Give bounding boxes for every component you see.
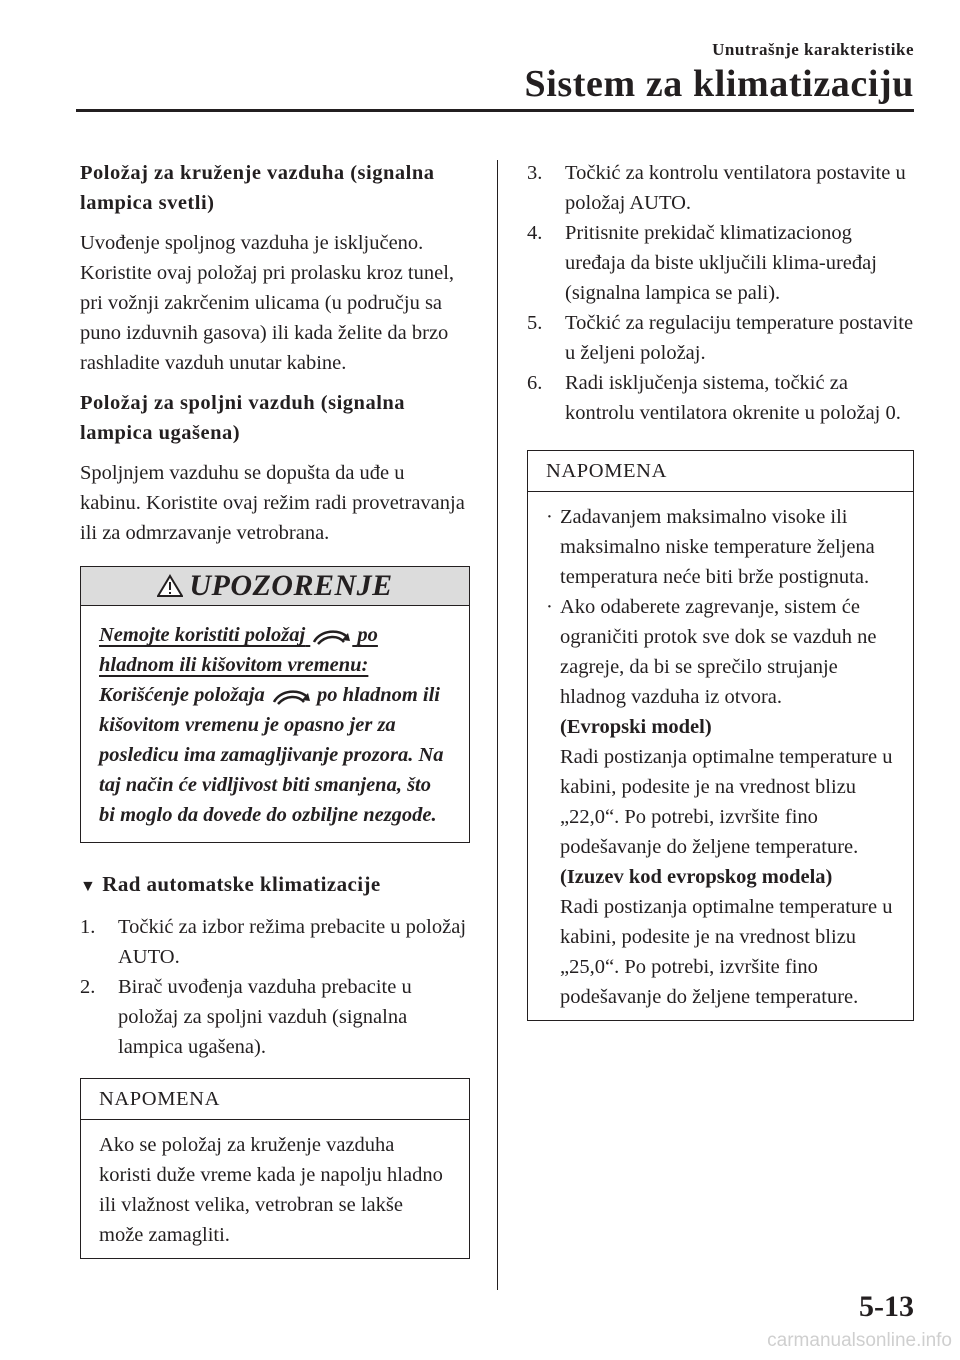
bullet-text: Zadavanjem maksimalno visoke ili maksimalno niske temperature željena temperatura neće biti brže postignuta. <box>560 506 875 588</box>
column-divider <box>497 160 498 1290</box>
note-title: NAPOMENA <box>528 451 913 492</box>
warning-lead-b: po hladnom ili kišovitom vremenu: <box>99 624 378 676</box>
step-text: Radi isključenja sistema, točkić za kontrolu ventilatora okrenite u položaj 0. <box>565 372 901 424</box>
list-item <box>546 592 895 1012</box>
list-item <box>527 218 914 308</box>
note-body <box>528 492 913 1020</box>
warning-lead-a: Nemojte koristiti položaj <box>99 624 306 646</box>
section-title-text: Rad automatske klimatizacije <box>102 872 381 896</box>
non-eu-model-label: (Izuzev kod evropskog modela) <box>560 866 833 888</box>
recirculation-icon <box>270 685 312 707</box>
steps-list-left <box>80 912 470 1062</box>
eu-model-text: Radi postizanja optimalne temperature u kabini, podesite je na vrednost blizu „22,0“. Po potrebi, izvršite fino podešavanje do željene temperature. <box>560 746 893 858</box>
warning-detail-b: po hladnom ili kišovitom vremenu je opasno jer za posledicu ima zamagljivanje prozora. Na taj način će vidljivost biti smanjena, što bi moglo da dovede do ozbiljne nezgode. <box>99 684 444 826</box>
page-title: Sistem za klimatizaciju <box>524 63 914 105</box>
watermark: carmanualsonline.info <box>767 1330 952 1351</box>
step-text: Točkić za regulaciju temperature postavite u željeni položaj. <box>565 312 914 364</box>
warning-header <box>81 567 469 606</box>
outside-air-heading: Položaj za spoljni vazduh (signalna lampica ugašena) <box>80 392 406 444</box>
warning-body <box>81 606 469 842</box>
recirc-text: Uvođenje spoljnog vazduha je isključeno. Koristite ovaj položaj pri prolasku kroz tunel, pri vožnji zakrčenim ulicama (u području sa puno izduvnih gasova) ili kada želite da brzo rashladite vazduh unutar kabine. <box>80 232 455 374</box>
step-text: Birač uvođenja vazduha prebacite u položaj za spoljni vazduh (signalna lampica ugašena). <box>118 976 412 1058</box>
step-number: 4. <box>527 222 543 244</box>
step-number: 3. <box>527 162 543 184</box>
list-item <box>527 308 914 368</box>
list-item <box>80 972 470 1062</box>
recirculation-icon <box>310 625 352 647</box>
non-eu-model-text: Radi postizanja optimalne temperature u kabini, podesite je na vrednost blizu „25,0“. Po potrebi, izvršite fino podešavanje do željene temperature. <box>560 896 893 1008</box>
warning-box <box>80 566 470 843</box>
list-item <box>527 158 914 218</box>
list-item <box>80 912 470 972</box>
section-title <box>80 869 470 902</box>
list-item <box>546 502 895 592</box>
bullet-content <box>560 592 895 1012</box>
right-column <box>527 158 914 1021</box>
eu-model-label: (Evropski model) <box>560 716 712 738</box>
note-title: NAPOMENA <box>81 1079 469 1120</box>
bullet-dot: · <box>546 596 553 618</box>
warning-triangle-icon <box>157 574 183 598</box>
note-box-right <box>527 450 914 1021</box>
warning-title: UPOZORENJE <box>189 569 393 602</box>
page-number: 5-13 <box>859 1290 914 1323</box>
step-text: Pritisnite prekidač klimatizacionog uređaja da biste uključili klima-uređaj (signalna lampica se pali). <box>565 222 877 304</box>
list-item <box>527 368 914 428</box>
warning-lead <box>99 620 451 680</box>
header-rule <box>76 109 914 112</box>
note-text: Ako se položaj za kruženje vazduha koristi duže vreme kada je napolju hladno ili vlažnost velika, vetrobran se lakše može zamagliti. <box>99 1134 443 1246</box>
recirc-heading: Položaj za kruženje vazduha (signalna lampica svetli) <box>80 162 435 214</box>
chapter-label: Unutrašnje karakteristike <box>712 40 914 59</box>
step-text: Točkić za izbor režima prebacite u položaj AUTO. <box>118 916 467 968</box>
step-number: 1. <box>80 916 96 938</box>
step-text: Točkić za kontrolu ventilatora postavite u položaj AUTO. <box>565 162 906 214</box>
step-number: 6. <box>527 372 543 394</box>
steps-list-right <box>527 158 914 428</box>
bullet-dot: · <box>546 506 553 528</box>
bullet-text: Ako odaberete zagrevanje, sistem će ograničiti protok sve dok se vazduh ne zagreje, da bi se sprečilo strujanje hladnog vazduha iz otvora. <box>560 596 877 708</box>
note-box-left <box>80 1078 470 1259</box>
section-triangle-icon: ▼ <box>80 878 97 895</box>
warning-detail <box>99 680 451 830</box>
step-number: 2. <box>80 976 96 998</box>
outside-air-text: Spoljnjem vazduhu se dopušta da uđe u kabinu. Koristite ovaj režim radi provetravanja ili za odmrzavanje vetrobrana. <box>80 462 465 544</box>
left-column <box>80 158 470 1259</box>
step-number: 5. <box>527 312 543 334</box>
warning-detail-a: Korišćenje položaja <box>99 684 265 706</box>
